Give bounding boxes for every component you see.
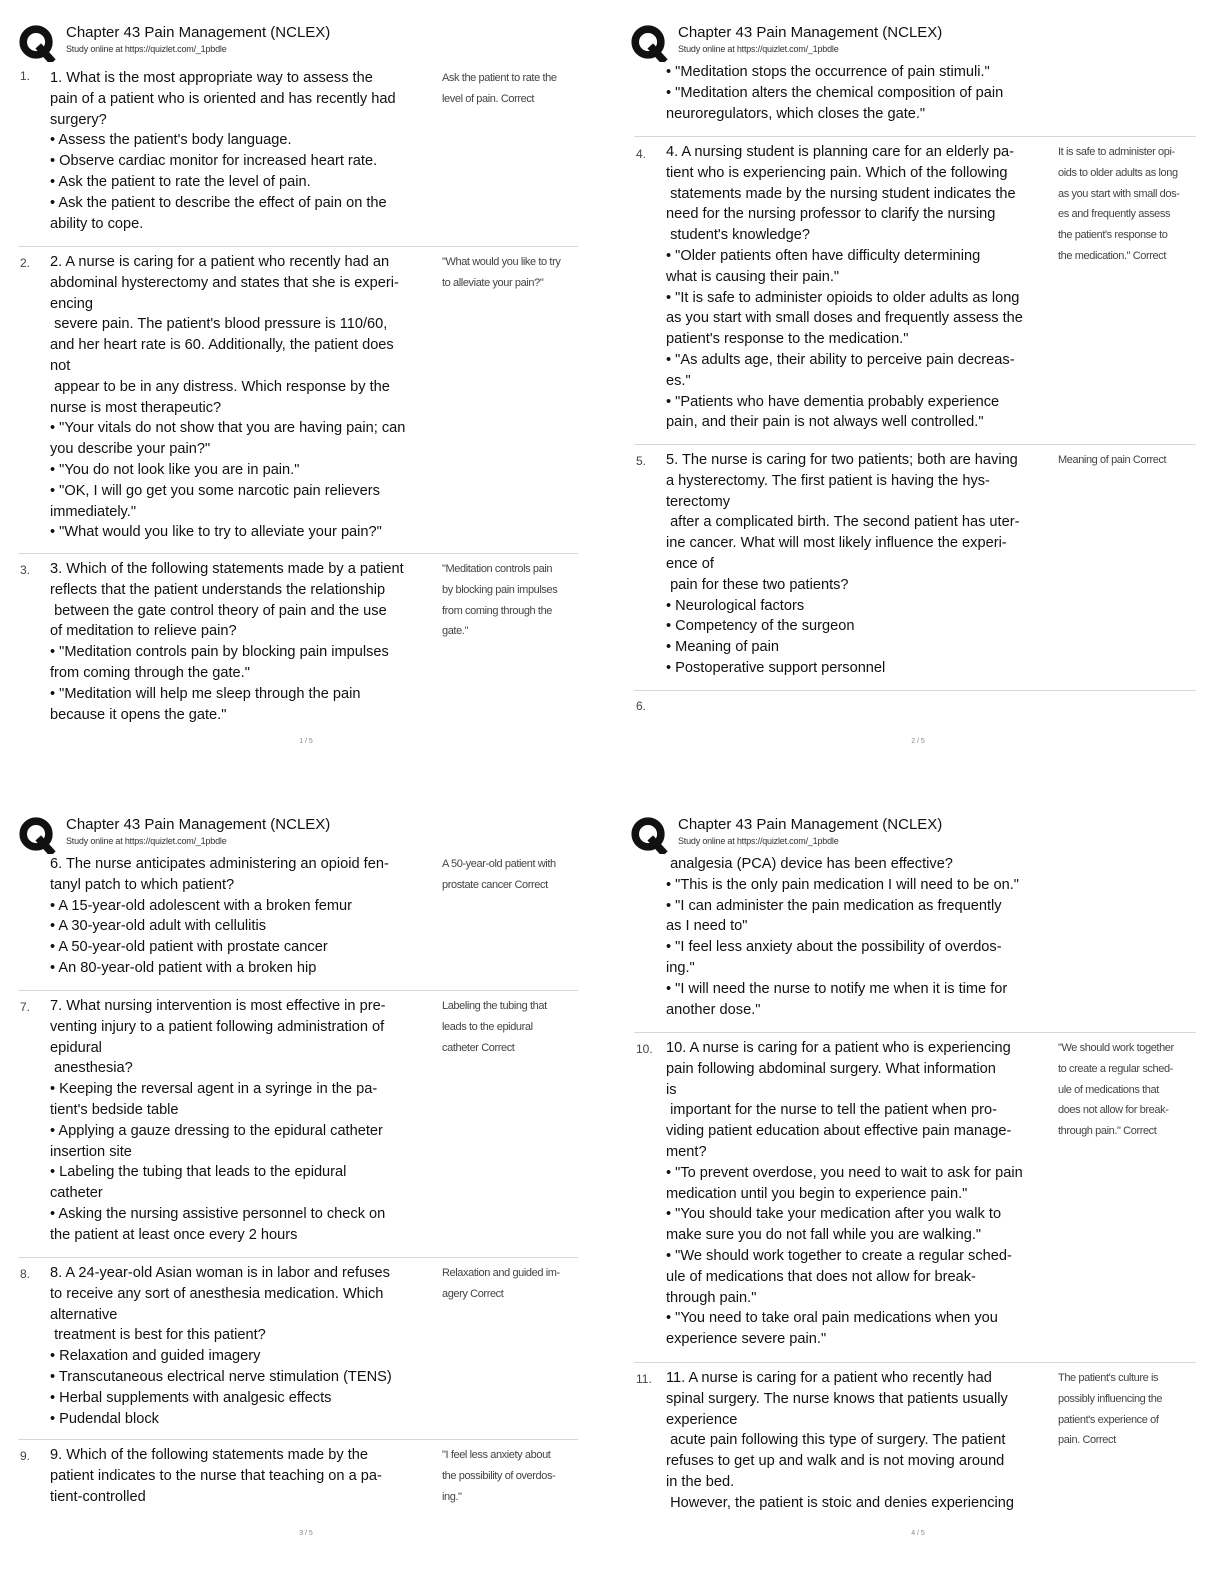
text-line: make sure you do not fall while you are walking." xyxy=(666,1227,982,1244)
text-line: Relaxation and guided im- xyxy=(442,1267,560,1279)
text-line: from coming through the gate." xyxy=(50,664,250,681)
text-line: Labeling the tubing that xyxy=(442,1000,547,1012)
text-line: • Competency of the surgeon xyxy=(666,618,855,635)
question-text xyxy=(666,1368,1058,1514)
text-line: to create a regular sched- xyxy=(1058,1062,1173,1075)
question-row xyxy=(634,690,1196,731)
question-text xyxy=(50,252,442,543)
row-number: 3. xyxy=(20,563,31,577)
row-number: 10. xyxy=(636,1042,653,1056)
quizlet-logo-icon xyxy=(630,24,668,62)
text-line: pain for these two patients? xyxy=(666,576,849,593)
text-line: • A 30-year-old adult with cellulitis xyxy=(50,918,267,935)
answer-text xyxy=(442,559,574,642)
text-line: • "Your vitals do not show that you are having pain; can xyxy=(50,420,406,437)
question-row xyxy=(18,246,578,549)
question-text xyxy=(666,450,1058,679)
text-line: • "Patients who have dementia probably experience xyxy=(666,393,1000,410)
text-line: catheter xyxy=(50,1185,103,1202)
text-line: abdominal hysterectomy and states that she is experi- xyxy=(50,274,399,291)
text-line: of meditation to relieve pain? xyxy=(50,623,237,640)
text-line: es." xyxy=(666,372,691,389)
text-line: pain of a patient who is oriented and has recently had xyxy=(50,90,396,107)
page-4 xyxy=(612,792,1224,1584)
text-line: ine cancer. What will most likely influence the experi- xyxy=(666,535,1007,552)
text-line: tient-controlled xyxy=(50,1488,146,1505)
page-number: 3 / 5 xyxy=(299,1530,313,1537)
text-line: • "As adults age, their ability to perceive pain decreas- xyxy=(666,351,1015,368)
text-line: • "What would you like to try to alleviate your pain?" xyxy=(50,524,382,541)
text-line: appear to be in any distress. Which response by the xyxy=(50,378,390,395)
row-number: 8. xyxy=(20,1267,31,1281)
text-line: • Relaxation and guided imagery xyxy=(50,1348,261,1365)
question-row xyxy=(18,1439,578,1516)
text-line: • "You need to take oral pain medications when you xyxy=(666,1310,998,1327)
text-line: tient's bedside table xyxy=(50,1101,179,1118)
text-line: by blocking pain impulses xyxy=(442,583,558,596)
text-line: pain, and their pain is not always well controlled." xyxy=(666,414,984,431)
quizlet-logo-icon xyxy=(630,816,668,854)
text-line: 3. Which of the following statements made by a patient xyxy=(50,561,404,577)
header-subtitle: Study online at https://quizlet.com/_1pbdle xyxy=(66,836,227,846)
text-line: tanyl patch to which patient? xyxy=(50,876,235,893)
question-row xyxy=(18,990,578,1249)
text-line: immediately." xyxy=(50,503,137,520)
text-line: a hysterectomy. The first patient is having the hys- xyxy=(666,472,990,489)
text-line: agery Correct xyxy=(442,1287,504,1300)
question-text xyxy=(666,142,1058,433)
text-line: analgesia (PCA) device has been effective? xyxy=(666,856,953,872)
question-text xyxy=(50,559,442,725)
text-line: and her heart rate is 60. Additionally, the patient does xyxy=(50,337,394,354)
text-line: reflects that the patient understands the relationship xyxy=(50,581,386,598)
text-line: oids to older adults as long xyxy=(1058,166,1178,179)
row-number: 2. xyxy=(20,256,31,270)
text-line: • A 50-year-old patient with prostate cancer xyxy=(50,939,328,956)
question-text xyxy=(50,1263,442,1429)
question-row xyxy=(634,136,1196,439)
page-number: 1 / 5 xyxy=(299,738,313,745)
text-line: experience xyxy=(666,1411,738,1428)
answer-text xyxy=(442,252,574,294)
text-line: what is causing their pain." xyxy=(666,268,840,285)
text-line: nurse is most therapeutic? xyxy=(50,399,222,416)
text-line: the possibility of overdos- xyxy=(442,1469,556,1482)
text-line: • "To prevent overdose, you need to wait to ask for pain xyxy=(666,1164,1023,1181)
text-line: "We should work together xyxy=(1058,1042,1174,1054)
text-line: alternative xyxy=(50,1306,118,1323)
row-number: 6. xyxy=(636,699,647,713)
page-number: 4 / 5 xyxy=(911,1530,925,1537)
text-line: prostate cancer Correct xyxy=(442,878,548,891)
question-text xyxy=(666,1038,1058,1350)
question-row xyxy=(634,62,1196,132)
page-3 xyxy=(0,792,612,1584)
text-line: • "Older patients often have difficulty determining xyxy=(666,247,981,264)
text-line: es and frequently assess xyxy=(1058,208,1171,221)
text-line: the medication." Correct xyxy=(1058,249,1167,262)
text-line: The patient's culture is xyxy=(1058,1372,1159,1384)
text-line: refuses to get up and walk and is not moving around xyxy=(666,1453,1005,1470)
text-line: severe pain. The patient's blood pressure is 110/60, xyxy=(50,316,388,333)
text-line: catheter Correct xyxy=(442,1041,515,1054)
text-line: • Herbal supplements with analgesic effects xyxy=(50,1389,332,1406)
text-line: • "It is safe to administer opioids to older adults as long xyxy=(666,289,1020,306)
text-line: need for the nursing professor to clarify the nursing xyxy=(666,206,996,223)
text-line: ability to cope. xyxy=(50,215,144,232)
header-subtitle: Study online at https://quizlet.com/_1pbdle xyxy=(66,44,227,54)
text-line: after a complicated birth. The second patient has uter- xyxy=(666,514,1020,531)
row-number: 5. xyxy=(636,454,647,468)
text-line: because it opens the gate." xyxy=(50,706,227,723)
text-line: neuroregulators, which closes the gate." xyxy=(666,105,926,122)
text-line: as you start with small doses and frequently assess the xyxy=(666,310,1023,327)
text-line: ing." xyxy=(442,1490,462,1503)
header-subtitle: Study online at https://quizlet.com/_1pbdle xyxy=(678,44,839,54)
text-line: treatment is best for this patient? xyxy=(50,1327,266,1344)
text-line: you describe your pain?" xyxy=(50,441,211,458)
text-line: between the gate control theory of pain and the use xyxy=(50,602,387,619)
quizlet-logo-icon xyxy=(18,24,56,62)
text-line: patient indicates to the nurse that teaching on a pa- xyxy=(50,1467,382,1484)
text-line: through pain." xyxy=(666,1289,757,1306)
answer-text xyxy=(1058,450,1190,471)
text-line: • Keeping the reversal agent in a syringe in the pa- xyxy=(50,1081,378,1098)
text-line: • Labeling the tubing that leads to the epidural xyxy=(50,1164,347,1181)
answer-text xyxy=(442,854,574,896)
text-line: ence of xyxy=(666,555,714,572)
text-line: • Ask the patient to describe the effect of pain on the xyxy=(50,194,387,211)
answer-text xyxy=(442,996,574,1058)
text-line: another dose." xyxy=(666,1001,761,1018)
row-number: 4. xyxy=(636,147,647,161)
text-line: • Observe cardiac monitor for increased heart rate. xyxy=(50,153,378,170)
text-line: ment? xyxy=(666,1143,707,1160)
text-line: • "You should take your medication after you walk to xyxy=(666,1206,1002,1223)
text-line: to receive any sort of anesthesia medication. Which xyxy=(50,1285,384,1302)
answer-text xyxy=(1058,142,1190,267)
text-line: leads to the epidural xyxy=(442,1020,533,1033)
text-line: • "I feel less anxiety about the possibility of overdos- xyxy=(666,939,1002,956)
text-line: • Meaning of pain xyxy=(666,639,780,656)
header-title: Chapter 43 Pain Management (NCLEX) xyxy=(678,24,943,41)
text-line: tient who is experiencing pain. Which of the following xyxy=(666,164,1008,181)
text-line: 2. A nurse is caring for a patient who recently had an xyxy=(50,254,390,270)
quizlet-logo-icon xyxy=(18,816,56,854)
text-line: Meaning of pain Correct xyxy=(1058,454,1167,466)
text-line: ule of medications that xyxy=(1058,1083,1159,1096)
text-line: as I need to" xyxy=(666,918,748,935)
text-line: • Pudendal block xyxy=(50,1410,159,1427)
text-line: ing." xyxy=(666,959,695,976)
text-line: • "We should work together to create a regular sched- xyxy=(666,1247,1012,1264)
text-line: • Assess the patient's body language. xyxy=(50,132,292,149)
text-line: student's knowledge? xyxy=(666,227,810,244)
question-text xyxy=(50,68,442,234)
text-line: spinal surgery. The nurse knows that patients usually xyxy=(666,1390,1008,1407)
text-line: "I feel less anxiety about xyxy=(442,1449,551,1461)
text-line: • "I can administer the pain medication as frequently xyxy=(666,897,1002,914)
text-line: encing xyxy=(50,295,94,312)
text-line: viding patient education about effective pain manage- xyxy=(666,1123,1012,1140)
row-number: 1. xyxy=(20,69,31,83)
answer-text xyxy=(442,1263,574,1305)
question-text xyxy=(50,996,442,1246)
text-line: 10. A nurse is caring for a patient who is experiencing xyxy=(666,1040,1011,1056)
question-row xyxy=(634,1032,1196,1359)
question-text xyxy=(50,854,442,979)
answer-text xyxy=(1058,1368,1190,1451)
text-line: through pain." Correct xyxy=(1058,1125,1157,1138)
header-title: Chapter 43 Pain Management (NCLEX) xyxy=(678,816,943,833)
question-row xyxy=(18,854,578,982)
row-number: 9. xyxy=(20,1449,31,1463)
header-title: Chapter 43 Pain Management (NCLEX) xyxy=(66,24,331,41)
question-row xyxy=(634,444,1196,689)
text-line: statements made by the nursing student indicates the xyxy=(666,185,1016,202)
answer-text xyxy=(442,1445,574,1507)
text-line: • A 15-year-old adolescent with a broken femur xyxy=(50,897,353,914)
text-line: Ask the patient to rate the xyxy=(442,72,557,84)
text-line: as you start with small dos- xyxy=(1058,187,1180,200)
text-line: is xyxy=(666,1081,677,1098)
text-line: ule of medications that does not allow for break- xyxy=(666,1268,976,1285)
text-line: • Asking the nursing assistive personnel to check on xyxy=(50,1205,386,1222)
page-number: 2 / 5 xyxy=(911,738,925,745)
text-line: • Neurological factors xyxy=(666,597,805,614)
text-line: does not allow for break- xyxy=(1058,1104,1169,1117)
text-line: not xyxy=(50,357,71,374)
question-row xyxy=(18,553,578,734)
page-2 xyxy=(612,0,1224,792)
answer-text xyxy=(442,68,574,110)
text-line: to alleviate your pain?" xyxy=(442,276,544,289)
question-text xyxy=(666,62,1058,124)
text-line: • Postoperative support personnel xyxy=(666,659,886,676)
header-subtitle: Study online at https://quizlet.com/_1pbdle xyxy=(678,836,839,846)
row-number: 11. xyxy=(636,1372,652,1386)
question-row xyxy=(18,1257,578,1434)
text-line: However, the patient is stoic and denies experiencing xyxy=(666,1494,1015,1511)
text-line: 4. A nursing student is planning care for an elderly pa- xyxy=(666,144,1015,160)
text-line: the patient at least once every 2 hours xyxy=(50,1226,298,1243)
answer-text xyxy=(1058,1038,1190,1142)
text-line: anesthesia? xyxy=(50,1060,133,1077)
text-line: from coming through the xyxy=(442,604,553,617)
text-line: • Applying a gauze dressing to the epidural catheter xyxy=(50,1122,383,1139)
text-line: epidural xyxy=(50,1039,102,1056)
text-line: venting injury to a patient following administration of xyxy=(50,1018,385,1035)
text-line: • Transcutaneous electrical nerve stimulation (TENS) xyxy=(50,1368,392,1385)
text-line: • Ask the patient to rate the level of pain. xyxy=(50,173,311,190)
text-line: 11. A nurse is caring for a patient who recently had xyxy=(666,1370,992,1386)
text-line: pain following abdominal surgery. What information xyxy=(666,1060,996,1077)
text-line: level of pain. Correct xyxy=(442,92,535,105)
question-text xyxy=(50,1445,442,1507)
text-line: • "I will need the nurse to notify me when it is time for xyxy=(666,980,1008,997)
question-row xyxy=(634,854,1196,1026)
text-line: • "This is the only pain medication I will need to be on." xyxy=(666,876,1019,893)
text-line: 5. The nurse is caring for two patients; both are having xyxy=(666,452,1018,468)
text-line: important for the nurse to tell the patient when pro- xyxy=(666,1102,997,1119)
text-line: insertion site xyxy=(50,1143,132,1160)
text-line: possibly influencing the xyxy=(1058,1392,1163,1405)
text-line: medication until you begin to experience pain." xyxy=(666,1185,968,1202)
question-text xyxy=(666,854,1058,1020)
text-line: gate." xyxy=(442,625,468,638)
text-line: experience severe pain." xyxy=(666,1331,827,1348)
question-row xyxy=(18,66,578,242)
text-line: in the bed. xyxy=(666,1473,735,1490)
text-line: 7. What nursing intervention is most effective in pre- xyxy=(50,998,386,1014)
text-line: • "Meditation will help me sleep through the pain xyxy=(50,685,361,702)
text-line: 9. Which of the following statements made by the xyxy=(50,1447,368,1463)
text-line: 1. What is the most appropriate way to assess the xyxy=(50,70,373,86)
text-line: • "OK, I will go get you some narcotic pain relievers xyxy=(50,482,380,499)
text-line: • "You do not look like you are in pain." xyxy=(50,461,300,478)
row-number: 7. xyxy=(20,1000,31,1014)
text-line: acute pain following this type of surgery. The patient xyxy=(666,1432,1006,1449)
text-line: A 50-year-old patient with xyxy=(442,858,556,870)
text-line: It is safe to administer opi- xyxy=(1058,146,1175,158)
text-line: • "Meditation controls pain by blocking pain impulses xyxy=(50,644,389,661)
question-row xyxy=(634,1362,1196,1523)
text-line: • "Meditation alters the chemical composition of pain xyxy=(666,84,1004,101)
header-title: Chapter 43 Pain Management (NCLEX) xyxy=(66,816,331,833)
text-line: patient's response to the medication." xyxy=(666,331,909,348)
text-line: 8. A 24-year-old Asian woman is in labor and refuses xyxy=(50,1265,390,1281)
text-line: patient's experience of xyxy=(1058,1413,1159,1426)
text-line: terectomy xyxy=(666,493,731,510)
text-line: • An 80-year-old patient with a broken hip xyxy=(50,959,317,976)
text-line: surgery? xyxy=(50,111,107,128)
text-line: 6. The nurse anticipates administering an opioid fen- xyxy=(50,856,389,872)
text-line: • "Meditation stops the occurrence of pain stimuli." xyxy=(666,64,990,80)
text-line: "What would you like to try xyxy=(442,256,561,268)
text-line: pain. Correct xyxy=(1058,1434,1116,1447)
page-1 xyxy=(0,0,612,792)
text-line: the patient's response to xyxy=(1058,229,1168,242)
text-line: "Meditation controls pain xyxy=(442,563,553,575)
